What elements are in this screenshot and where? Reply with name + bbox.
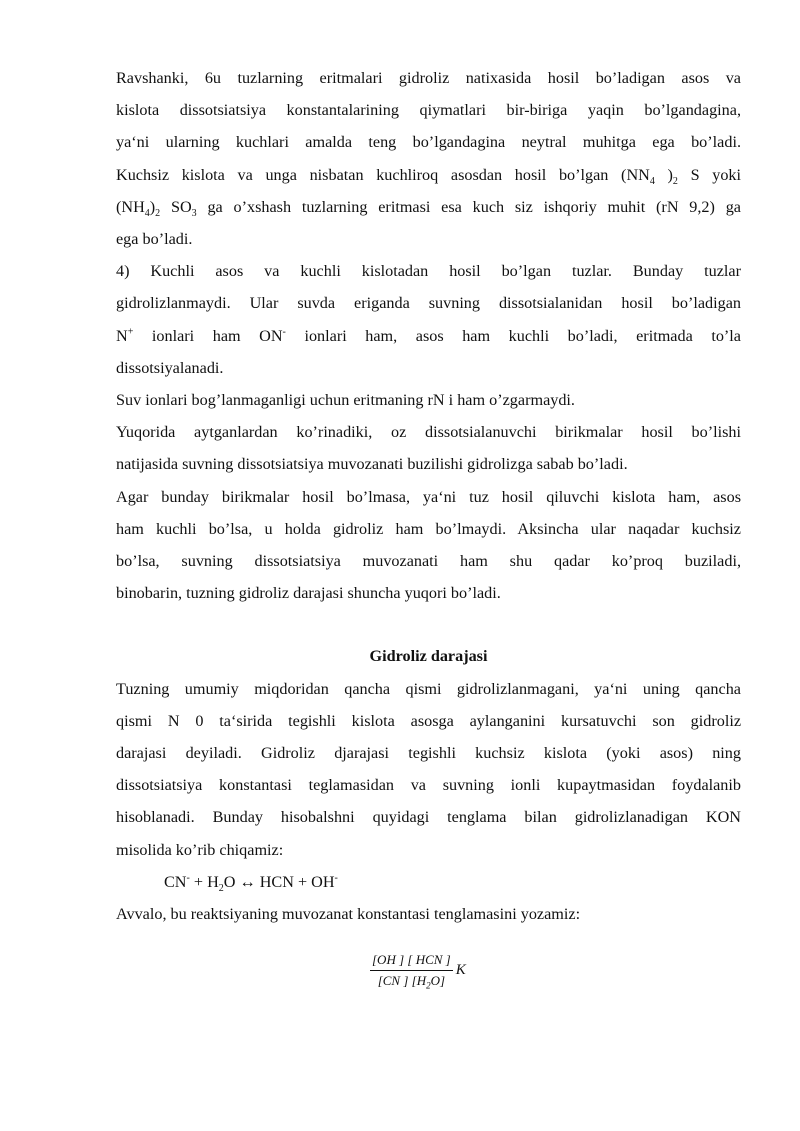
- text-line: hisoblanadi. Bunday hisobalshni quyidagi tenglama bilan gidrolizlanadigan KON: [116, 808, 741, 827]
- text-line: natijasida suvning dissotsiatsiya muvozanati buzilishi gidrolizga sabab bo’ladi.: [116, 455, 628, 474]
- reaction-equation: $CN^- + H_2O$ ↔ HCN + OH-: [164, 872, 338, 895]
- paragraph-strong-salts: [116, 255, 741, 384]
- paragraph-degree-definition: [116, 673, 741, 866]
- text-line: binobarin, tuzning gidroliz darajasi shuncha yuqori bo’ladi.: [116, 584, 501, 603]
- text-line: gidrolizlanmaydi. Ular suvda eriganda suvning dissotsialanidan hosil bo’ladigan: [116, 294, 741, 313]
- paragraph-ph-unchanged: Suv ionlari bog’lanmaganligi uchun eritmaning rN i ham o’zgarmaydi.: [116, 391, 575, 410]
- text-line: dissotsiyalanadi.: [116, 358, 224, 377]
- text-line: kislota dissotsiatsiya konstantalarining qiymatlari bir-biriga yaqin bo’lgandagina,: [116, 101, 741, 120]
- text-line: Agar bunday birikmalar hosil bo’lmasa, ya‘ni tuz hosil qiluvchi kislota ham, asos: [116, 487, 741, 506]
- text-line: Ravshanki, 6u tuzlarning eritmalari gidroliz natixasida hosil bo’ladigan asos va: [116, 69, 741, 87]
- paragraph-conclusion: [116, 416, 741, 480]
- text-line: 4) Kuchli asos va kuchli kislotadan hosil bo’lgan tuzlar. Bunday tuzlar: [116, 262, 741, 281]
- text-line: ega bo’ladi.: [116, 230, 193, 249]
- text-line: ya‘ni ularning kuchlari amalda teng bo’lgandagina neytral muhitga ega bo’ladi.: [116, 133, 741, 152]
- text-line: ham kuchli bo’lsa, u holda gidroliz ham bo’lmaydi. Aksincha ular naqadar kuchsiz: [116, 519, 741, 538]
- equilibrium-constant-formula: [370, 952, 466, 989]
- text-line: N+ ionlari ham ON- ionlari ham, asos ham kuchli bo’ladi, eritmada to’la: [116, 326, 741, 345]
- text-line: Yuqorida aytganlardan ko’rinadiki, oz dissotsialanuvchi birikmalar hosil bo’lishi: [116, 423, 741, 442]
- text-line: Tuzning umumiy miqdoridan qancha qismi gidrolizlanmagani, ya‘ni uning qancha: [116, 679, 741, 698]
- text-line: bo’lsa, suvning dissotsiatsiya muvozanati ham shu qadar ko’proq buziladi,: [116, 552, 741, 571]
- paragraph-hydrolysis-neutral: [116, 62, 741, 255]
- constant-k: K: [455, 962, 466, 978]
- fraction-denominator: [CN ] $[H_2O]$: [377, 973, 446, 991]
- text-line: $(NH_4)_2$ $SO_3$ ga o’xshash tuzlarning eritmasi esa kuch siz ishqoriy muhit (rN 9,2) ga: [116, 197, 741, 220]
- text-line: darajasi deyiladi. Gidroliz djarajasi tegishli kuchsiz kislota (yoki asos) ning: [116, 744, 741, 763]
- text-line: misolida ko’rib chiqamiz:: [116, 840, 284, 859]
- fraction-numerator: [OH ] [ HCN ]: [370, 952, 453, 971]
- text-line: Kuchsiz kislota va unga nisbatan kuchliroq asosdan hosil bo’lgan ($NN_4$ )$_2$ S yoki: [116, 165, 742, 187]
- text-line: dissotsiatsiya konstantasi teglamasidan va suvning ionli kupaytmasidan foydalanib: [116, 776, 741, 795]
- paragraph-write-constant: Avvalo, bu reaktsiyaning muvozanat konstantasi tenglamasini yozamiz:: [116, 905, 581, 924]
- section-heading: Gidroliz darajasi: [369, 647, 488, 666]
- paragraph-weak-acids: [116, 481, 741, 610]
- document-page: [116, 62, 741, 930]
- fraction: [370, 952, 453, 989]
- text-line: qismi N 0 ta‘sirida tegishli kislota asosga aylanganini kursatuvchi son gidroliz: [116, 711, 741, 730]
